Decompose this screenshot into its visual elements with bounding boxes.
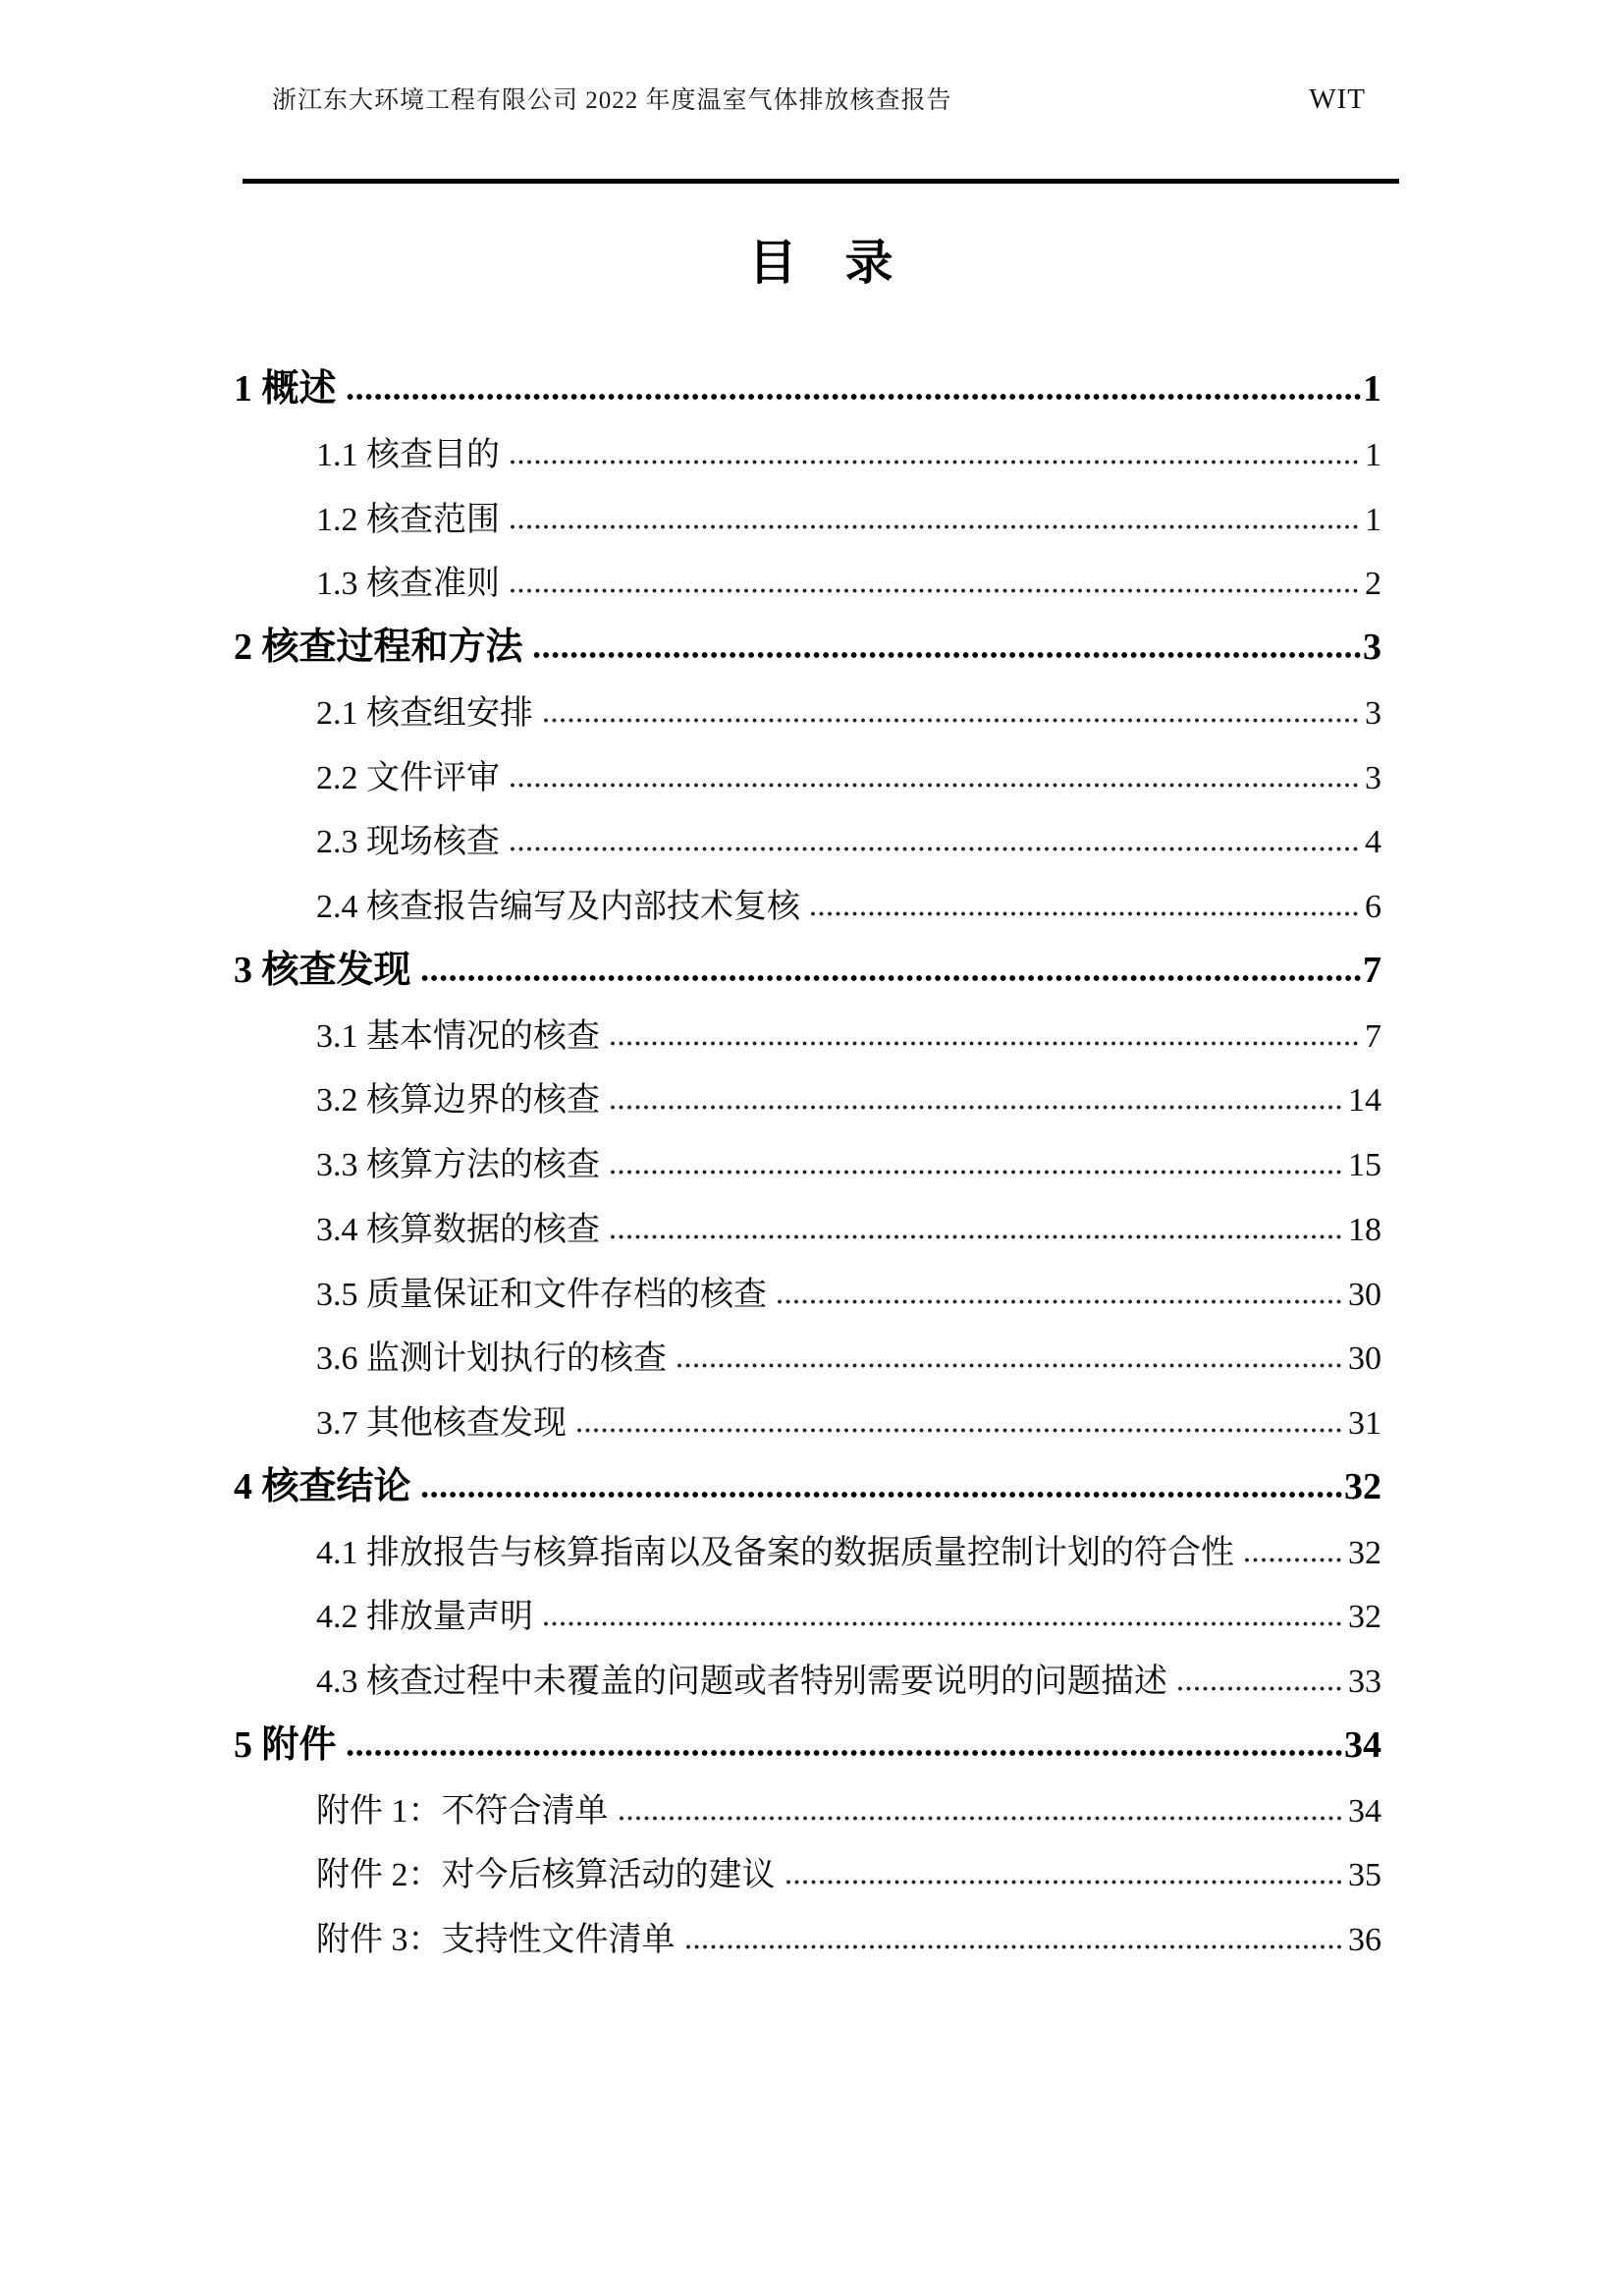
toc-dot-leader: [576, 1427, 1343, 1434]
header-rule: [243, 179, 1399, 184]
toc-entry: [234, 1389, 1381, 1453]
toc-entry-label: 3.6 监测计划执行的核查: [316, 1340, 667, 1378]
toc-dot-leader: [543, 717, 1360, 724]
toc-dot-leader: [610, 1104, 1343, 1111]
toc-entry: [234, 1518, 1381, 1583]
toc-entry-page: 3: [1365, 759, 1381, 796]
toc-entry-label: 3.4 核算数据的核查: [316, 1211, 600, 1248]
toc-entry-label: 2.2 文件评审: [316, 759, 500, 796]
toc-dot-leader: [785, 1879, 1344, 1886]
toc-entry-label: 4.3 核查过程中未覆盖的问题或者特别需要说明的问题描述: [316, 1664, 1167, 1700]
toc-dot-leader: [510, 846, 1360, 852]
toc-dot-leader: [421, 1491, 1342, 1499]
toc-dot-leader: [610, 1169, 1343, 1175]
toc-dot-leader: [610, 1233, 1343, 1240]
toc-entry-page: 3: [1363, 627, 1381, 668]
toc-entry-page: 36: [1348, 1922, 1381, 1958]
toc-entry-page: 4: [1365, 824, 1381, 861]
toc-entry: [234, 355, 1381, 420]
toc-dot-leader: [685, 1943, 1344, 1950]
toc-entry: [234, 1002, 1381, 1066]
toc-dot-leader: [510, 587, 1360, 594]
toc-entry-label: 3.3 核算方法的核查: [316, 1147, 600, 1183]
toc-dot-leader: [677, 1362, 1343, 1369]
toc-entry-page: 2: [1365, 566, 1381, 603]
toc-entry-page: 30: [1348, 1276, 1381, 1313]
toc-entry-page: 1: [1365, 501, 1381, 538]
toc-entry-page: 33: [1348, 1664, 1381, 1700]
toc-entry-page: 1: [1363, 368, 1381, 410]
toc-dot-leader: [533, 651, 1361, 659]
toc-entry-page: 32: [1348, 1599, 1381, 1636]
toc-entry-label: 2 核查过程和方法: [234, 627, 523, 668]
toc-entry: [234, 1453, 1381, 1518]
toc-entry-label: 2.4 核查报告编写及内部技术复核: [316, 889, 800, 925]
toc-entry-label: 2.3 现场核查: [316, 824, 500, 861]
toc-dot-leader: [1177, 1685, 1343, 1692]
toc-entry-label: 1.3 核查准则: [316, 566, 500, 603]
toc-dot-leader: [1244, 1557, 1343, 1563]
toc-entry-page: 34: [1344, 1723, 1381, 1766]
table-of-contents: [234, 355, 1381, 1970]
toc-entry: [234, 420, 1381, 485]
toc-dot-leader: [347, 393, 1361, 401]
toc-entry-page: 35: [1348, 1857, 1381, 1894]
toc-entry: [234, 743, 1381, 808]
toc-entry: [234, 872, 1381, 937]
toc-dot-leader: [610, 1040, 1360, 1047]
header-document-title: 浙江东大环境工程有限公司 2022 年度温室气体排放核查报告: [272, 87, 952, 114]
toc-entry: [234, 1066, 1381, 1130]
header-org-mark: WIT: [1309, 83, 1366, 115]
toc-entry-label: 3.2 核算边界的核查: [316, 1082, 600, 1120]
toc-dot-leader: [810, 910, 1360, 917]
toc-entry: [234, 1324, 1381, 1389]
toc-dot-leader: [777, 1298, 1343, 1305]
toc-entry-label: 附件 1：不符合清单: [316, 1792, 609, 1830]
toc-entry-page: 14: [1348, 1082, 1381, 1120]
toc-dot-leader: [619, 1815, 1344, 1822]
toc-entry: [234, 1712, 1381, 1777]
toc-entry-page: 32: [1348, 1534, 1381, 1571]
toc-entry-label: 4.1 排放报告与核算指南以及备案的数据质量控制计划的符合性: [316, 1534, 1234, 1571]
toc-entry: [234, 1777, 1381, 1841]
toc-entry: [234, 937, 1381, 1002]
toc-entry-label: 3.7 其他核查发现: [316, 1405, 567, 1442]
toc-entry: [234, 549, 1381, 614]
toc-entry-page: 15: [1348, 1147, 1381, 1183]
page-header: [272, 82, 1366, 117]
toc-entry-page: 7: [1365, 1017, 1381, 1055]
toc-entry: [234, 1582, 1381, 1647]
toc-dot-leader: [347, 1749, 1342, 1757]
toc-dot-leader: [510, 782, 1360, 789]
toc-entry-page: 18: [1348, 1211, 1381, 1248]
toc-entry: [234, 1840, 1381, 1905]
toc-entry-label: 3.5 质量保证和文件存档的核查: [316, 1276, 767, 1313]
toc-entry: [234, 1130, 1381, 1195]
toc-entry-label: 5 附件: [234, 1723, 337, 1766]
toc-entry-label: 附件 2：对今后核算活动的建议: [316, 1857, 776, 1894]
toc-dot-leader: [510, 523, 1360, 530]
toc-entry: [234, 1905, 1381, 1970]
toc-entry-page: 1: [1365, 436, 1381, 473]
toc-entry: [234, 1195, 1381, 1260]
toc-entry: [234, 1647, 1381, 1712]
toc-dot-leader: [510, 459, 1360, 465]
toc-page-title: 目 录: [748, 236, 893, 290]
toc-entry: [234, 485, 1381, 550]
toc-entry-page: 31: [1348, 1405, 1381, 1442]
toc-dot-leader: [421, 974, 1361, 982]
toc-entry-page: 6: [1365, 889, 1381, 925]
toc-entry: [234, 1260, 1381, 1325]
toc-entry: [234, 807, 1381, 872]
toc-entry-label: 4 核查结论: [234, 1465, 411, 1507]
toc-entry-label: 2.1 核查组安排: [316, 694, 533, 732]
toc-entry-label: 1.2 核查范围: [316, 501, 500, 538]
toc-entry: [234, 679, 1381, 743]
toc-entry-page: 3: [1365, 694, 1381, 732]
toc-entry-label: 3.1 基本情况的核查: [316, 1017, 600, 1055]
toc-entry-label: 1 概述: [234, 368, 337, 410]
toc-entry-label: 附件 3：支持性文件清单: [316, 1922, 676, 1958]
toc-entry-page: 34: [1348, 1792, 1381, 1830]
toc-entry-label: 3 核查发现: [234, 949, 411, 991]
toc-dot-leader: [543, 1620, 1343, 1627]
toc-entry-label: 1.1 核查目的: [316, 436, 500, 473]
toc-entry-label: 4.2 排放量声明: [316, 1599, 533, 1636]
toc-entry: [234, 614, 1381, 679]
toc-entry-page: 30: [1348, 1340, 1381, 1378]
toc-entry-page: 32: [1344, 1465, 1381, 1507]
toc-entry-page: 7: [1363, 949, 1381, 991]
